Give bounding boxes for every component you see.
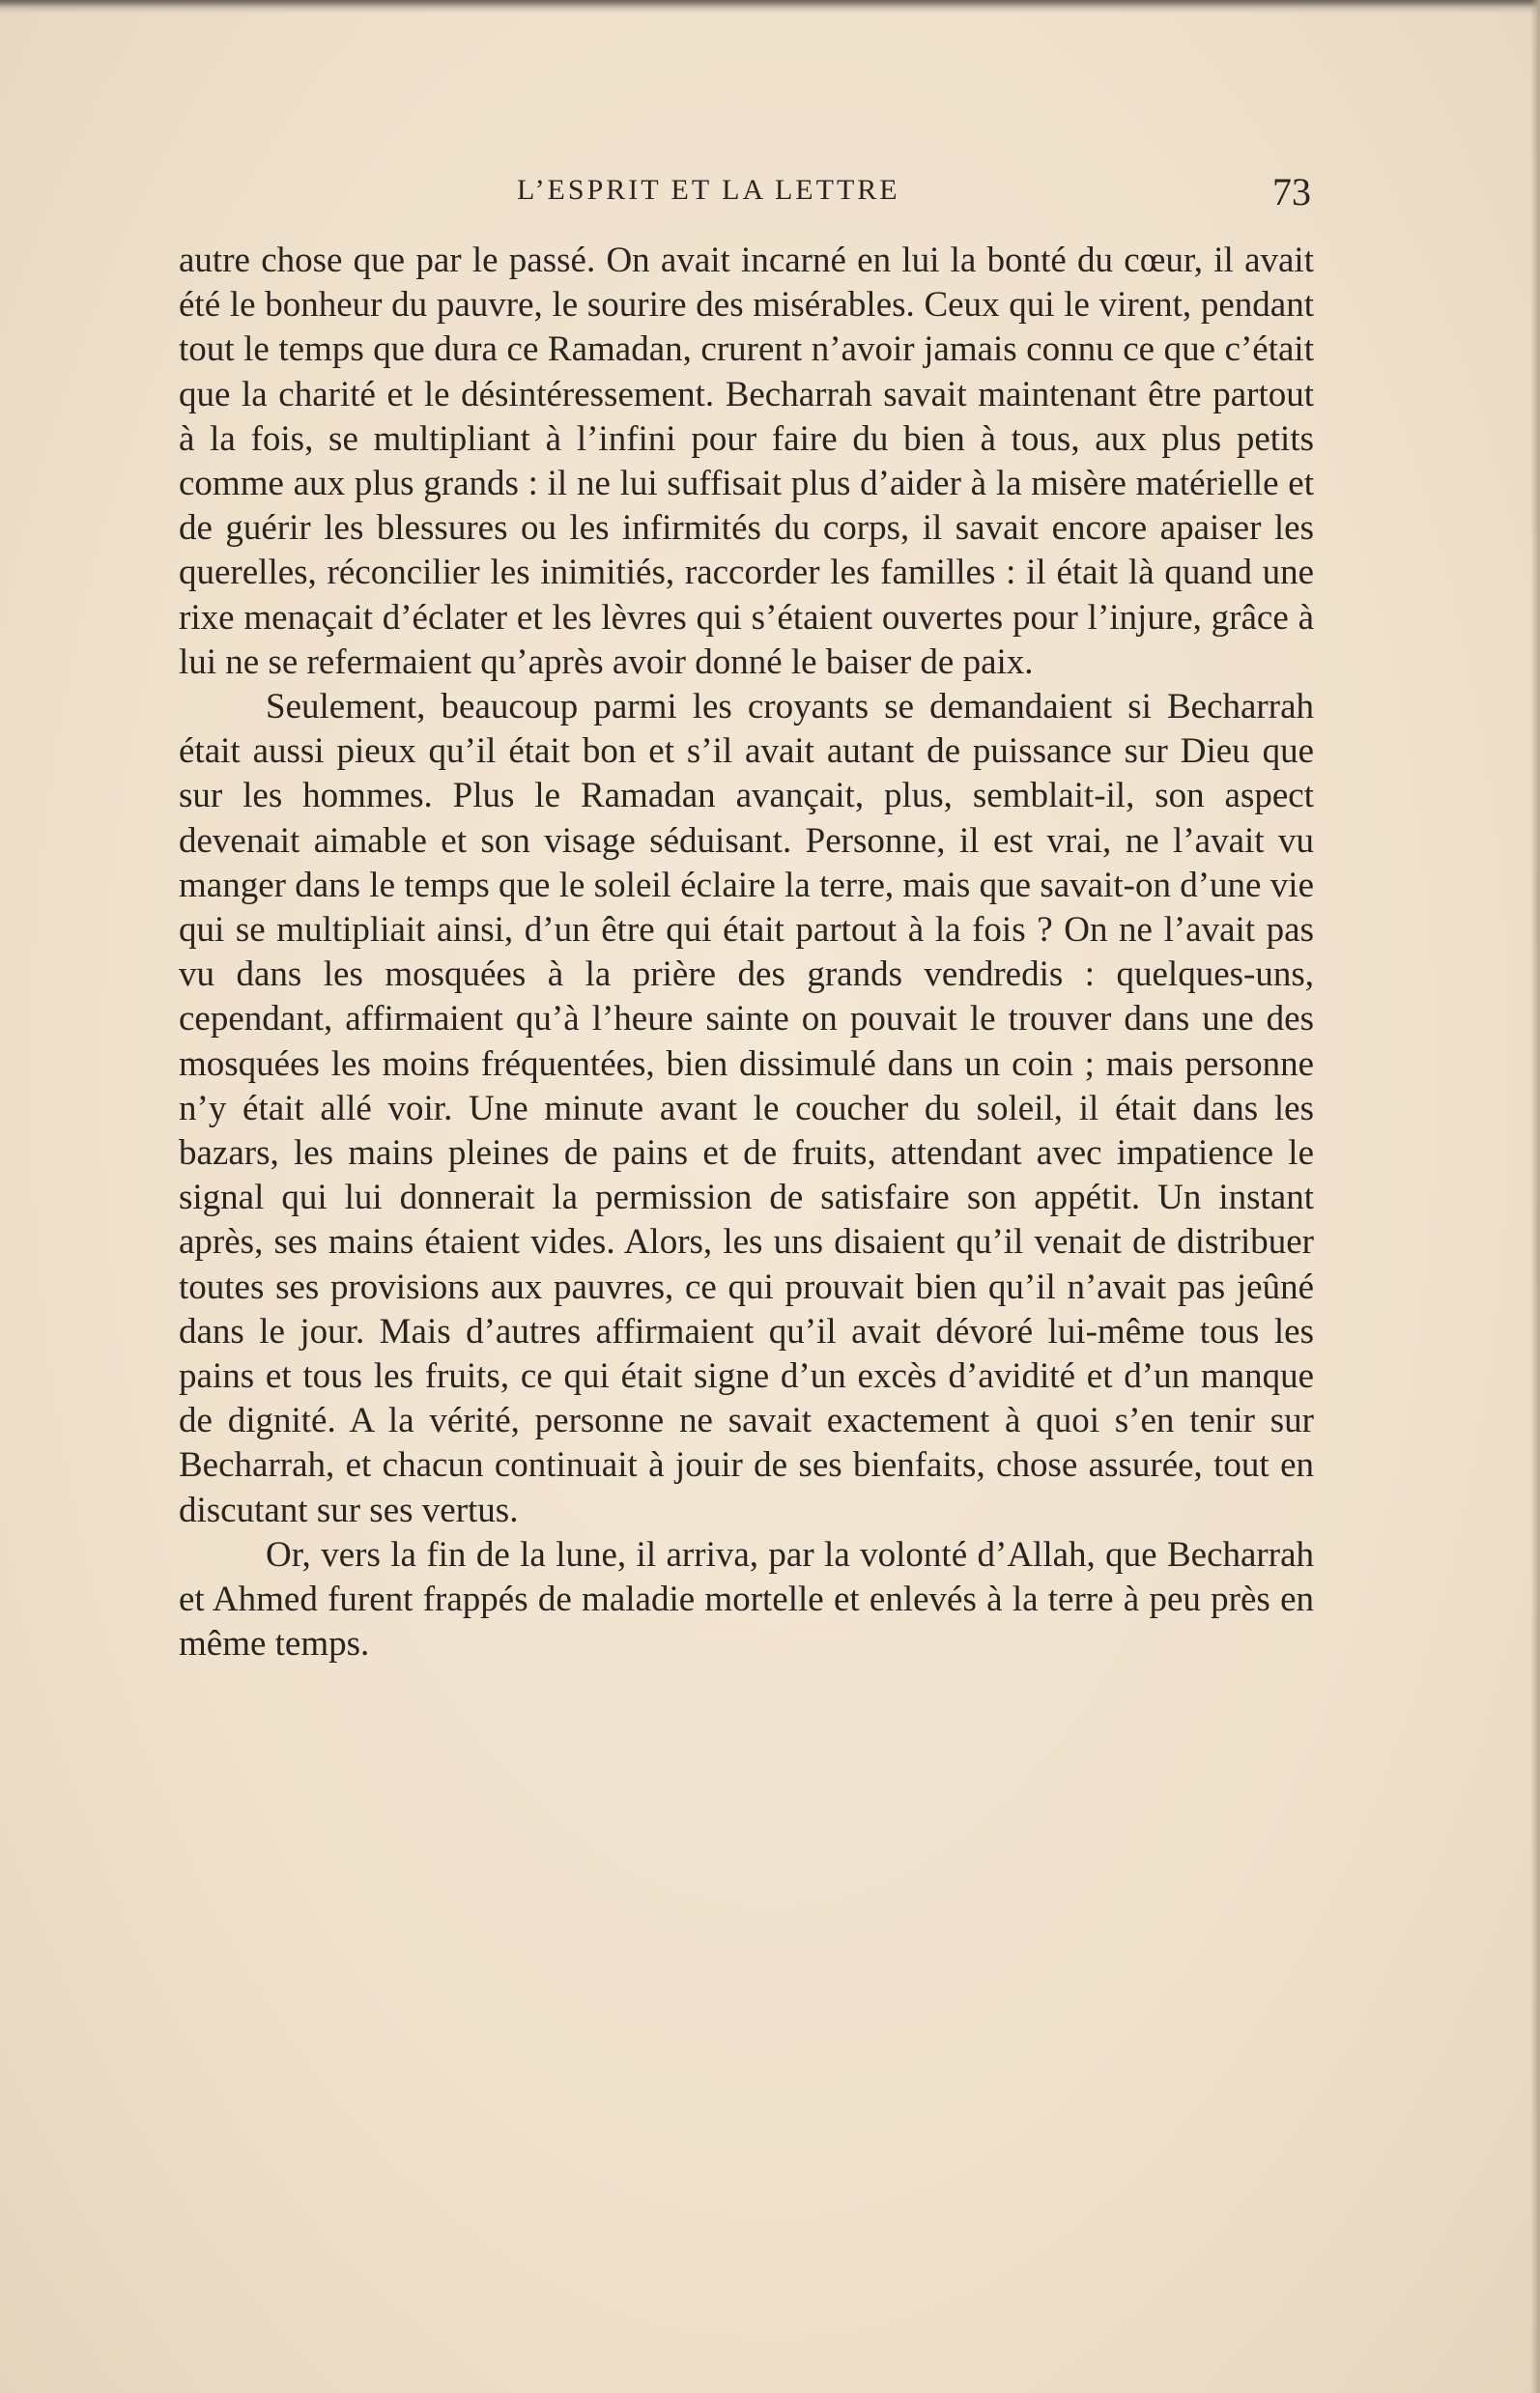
running-head — [179, 171, 1314, 229]
body-text — [179, 239, 1314, 1667]
paragraph-1: autre chose que par le passé. On avait incarné en lui la bonté du cœur, il avait été le bonheur du pauvre, le sourire des misérables. Ceux qui le virent, pendant tout le temps que dura ce Ramadan, crurent n’avoir jamais connu ce que c’était que la charité et le désintéressement. Becharrah savait maintenant être partout à la fois, se multipliant à l’infini pour faire du bien à tous, aux plus petits comme aux plus grands : il ne lui suffisait plus d’aider à la misère matérielle et de guérir les blessures ou les infirmités du corps, il savait encore apaiser les querelles, réconcilier les inimitiés, raccorder les familles : il était là quand une rixe menaçait d’éclater et les lèvres qui s’étaient ouvertes pour l’injure, grâce à lui ne se refermaient qu’après avoir donné le baiser de paix. — [179, 241, 1314, 682]
running-title: L’ESPRIT ET LA LETTRE — [517, 174, 900, 206]
paragraph-2: Seulement, beaucoup parmi les croyants se demandaient si Becharrah était aussi pieux qu’il était bon et s’il avait autant de puissance sur Dieu que sur les hommes. Plus le Ramadan avançait, plus, semblait-il, son aspect devenait aimable et son visage séduisant. Personne, il est vrai, ne l’avait vu manger dans le temps que le soleil éclaire la terre, mais que savait-on d’une vie qui se multipliait ainsi, d’un être qui était partout à la fois ? On ne l’avait pas vu dans les mosquées à la prière des grands vendredis : quelques-uns, cependant, affirmaient qu’à l’heure sainte on pouvait le trouver dans une des mosquées les moins fréquentées, bien dissimulé dans un coin ; mais personne n’y était allé voir. Une minute avant le coucher du soleil, il était dans les bazars, les mains pleines de pains et de fruits, attendant avec impatience le signal qui lui donnerait la permission de satisfaire son appétit. Un instant après, ses mains étaient vides. Alors, les uns disaient qu’il venait de distribuer toutes ses provisions aux pauvres, ce qui prouvait bien qu’il n’avait pas jeûné dans le jour. Mais d’autres affirmaient qu’il avait dévoré lui-même tous les pains et tous les fruits, ce qui était signe d’un excès d’avidité et d’un manque de dignité. A la vérité, personne ne savait exactement à quoi s’en tenir sur Becharrah, et chacun continuait à jouir de ses bienfaits, chose assurée, tout en discutant sur ses vertus. — [179, 687, 1314, 1530]
page-top-edge — [0, 0, 1540, 14]
page-number: 73 — [1272, 170, 1311, 214]
paragraph-3: Or, vers la fin de la lune, il arriva, par la volonté d’Allah, que Becharrah et Ahmed furent frappés de maladie mortelle et enlevés à la terre à peu près en même temps. — [179, 1534, 1314, 1665]
page-right-edge — [1530, 0, 1540, 2393]
